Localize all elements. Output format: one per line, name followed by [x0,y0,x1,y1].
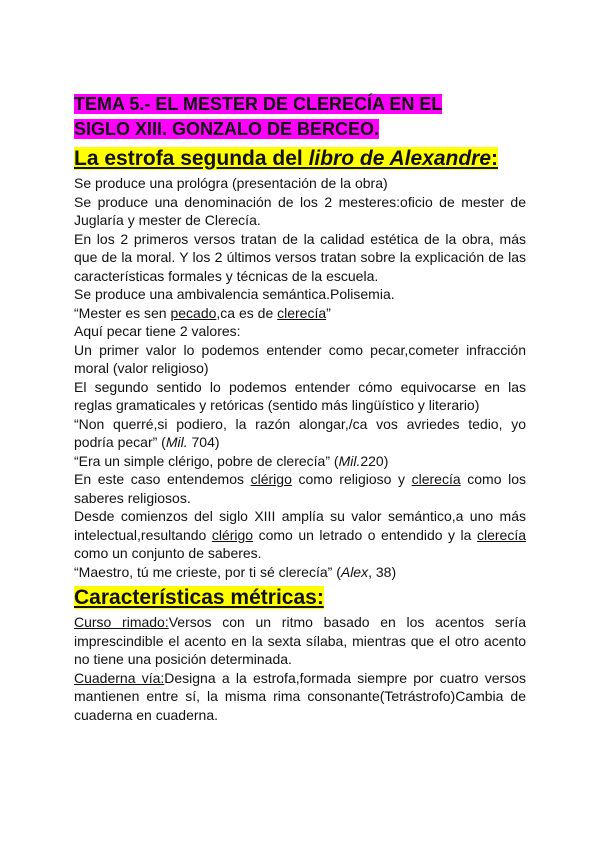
quote-text: 704) [187,434,220,450]
quote-text: , 38) [368,563,397,580]
quote-maestro [74,563,526,582]
citation-source: Alex [340,563,369,580]
paragraph-text: como los saberes religiosos. [74,471,526,506]
underlined-word: clerecía [476,526,526,543]
section-heading-estrofa [74,146,526,172]
underlined-word: clerecía [277,304,327,321]
title-line-2: SIGLO XIII. GONZALO DE BERCEO. [74,119,380,139]
underlined-word: pecado [170,304,217,321]
term-label: Curso rimado: [74,614,169,630]
quote-text: ,ca es de [216,304,278,321]
paragraph: Aquí pecar tiene 2 valores: [74,323,241,339]
heading-text-b: libro de Alexandre [308,147,491,170]
quote-mester [74,304,526,323]
section-heading-metricas [74,585,526,611]
paragraph-text: Versos con un ritmo basado en los acentos sería imprescindible el acento en la sexta sílaba, mientras que el otro acento no tiene una posición determinada. [74,614,526,667]
quote-text: “Mester es sen [74,304,171,321]
underlined-word: clerecía [411,471,461,487]
term-label: Cuaderna vía: [74,669,165,686]
paragraph-text: Desde comienzos del siglo XIII amplía su valor semántico,a uno más intelectual,resultando [74,508,526,543]
paragraph-cuaderna-via [74,669,526,725]
quote-text: “Maestro, tú me crieste, por ti sé clerecía” ( [74,563,341,580]
quote-text: 220) [360,452,389,469]
paragraph [74,470,526,507]
paragraph: En los 2 primeros versos tratan de la calidad estética de la obra, más que de la moral. Y los 2 últimos versos tratan sobre la explicación de las características formales y técnicas de la escuela. [74,230,526,284]
quote-text: ” [326,304,331,321]
quote-simple-clerigo [74,452,526,471]
paragraph-curso-rimado [74,613,526,669]
heading-text-c: : [491,147,498,170]
paragraph: Se produce una ambivalencia semántica.Polisemia. [74,286,395,302]
paragraph-text: En este caso entendemos [74,471,251,487]
underlined-word: clérigo [211,526,254,543]
paragraph-text: como un conjunto de saberes. [74,545,262,561]
paragraph: Un primer valor lo podemos entender como pecar,cometer infracción moral (valor religioso) [74,341,526,376]
citation-source: Mil. [338,452,361,469]
quote-non-querre [74,415,526,452]
title-line-1: TEMA 5.- EL MESTER DE CLERECÍA EN EL [74,94,443,114]
paragraph: El segundo sentido lo podemos entender cómo equivocarse en las reglas gramaticales y retóricas (sentido más lingüístico y literario) [74,378,526,413]
heading-text-a: La estrofa segunda del [74,147,309,170]
paragraph-text: como religioso y [291,471,412,487]
underlined-word: clérigo [250,471,292,487]
paragraph-text: Designa a la estrofa,formada siempre por cuatro versos mantienen entre sí, la misma rima consonante(Tetrástrofo)Cambia de cuaderna en cuaderna. [74,669,526,723]
paragraph [74,507,526,563]
citation-source: Mil. [165,434,188,450]
paragraph-text: como un letrado o entendido y la [253,526,477,543]
document-title [74,92,526,142]
quote-text: “Non querré,si podiero, la razón alongar,/ca vos avriedes tedio, yo podría pecar” ( [74,415,526,450]
quote-text: “Era un simple clérigo, pobre de clerecía” ( [74,452,339,469]
paragraph: Se produce una prológra (presentación de la obra) [74,175,388,191]
paragraph: Se produce una denominación de los 2 mesteres:oficio de mester de Juglaría y mester de Clerecía. [74,193,526,228]
heading-text: Características métricas: [74,586,324,609]
